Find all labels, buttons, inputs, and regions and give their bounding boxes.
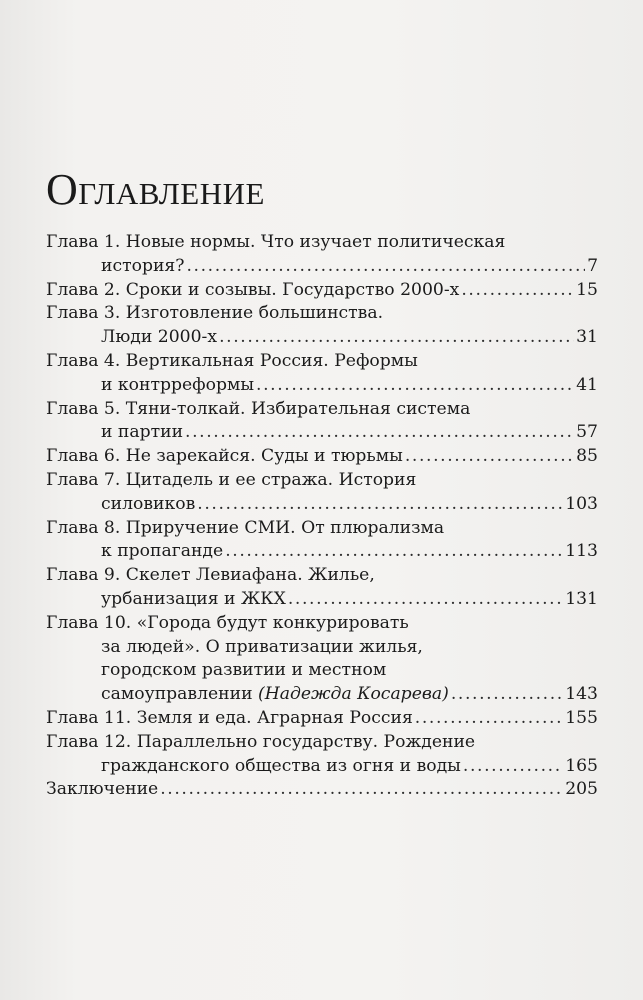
toc-entry-text: Глава 11. Земля и еда. Аграрная Россия: [46, 707, 413, 728]
toc-entry-text: [101, 683, 449, 707]
table-of-contents: [46, 231, 598, 802]
toc-entry-text: Глава 4. Вертикальная Россия. Реформы: [46, 350, 418, 371]
page-number: 15: [576, 279, 598, 300]
dot-leader: [219, 326, 574, 350]
toc-entry-last-line: [46, 279, 598, 303]
toc-entry-last-line: [46, 445, 598, 469]
page-number: 85: [576, 446, 598, 467]
page-number: 205: [565, 779, 598, 800]
page-number: 165: [565, 755, 598, 776]
toc-entry-chapter-5[interactable]: [46, 398, 598, 446]
dot-leader: [185, 421, 574, 445]
toc-entry-text: и контрреформы: [101, 374, 255, 395]
toc-entry-text: силовиков: [101, 493, 196, 514]
toc-entry-last-line: [46, 588, 598, 612]
dot-leader: [288, 588, 563, 612]
toc-entry-text: Глава 9. Скелет Левиафана. Жилье,: [46, 565, 375, 586]
toc-entry-chapter-2[interactable]: [46, 279, 598, 303]
toc-entry-chapter-9[interactable]: [46, 564, 598, 612]
toc-entry-text: к пропаганде: [101, 541, 224, 562]
page-number: 113: [565, 541, 598, 562]
page-number: 57: [576, 422, 598, 443]
toc-entry-text: Глава 6. Не зарекайся. Суды и тюрьмы: [46, 446, 403, 467]
page-number: 31: [576, 327, 598, 348]
toc-entry-chapter-7[interactable]: [46, 469, 598, 517]
toc-entry-last-line: [46, 421, 598, 445]
dot-leader: [186, 255, 585, 279]
dot-leader: [451, 683, 563, 707]
toc-entry-text: Глава 2. Сроки и созывы. Государство 2000-х: [46, 279, 460, 300]
toc-entry-last-line: [46, 493, 598, 517]
toc-entry-chapter-3[interactable]: [46, 302, 598, 350]
toc-entry-text: гражданского общества из огня и воды: [101, 755, 461, 776]
toc-entry-chapter-11[interactable]: [46, 707, 598, 731]
toc-entry-text: Глава 12. Параллельно государству. Рождение: [46, 731, 476, 752]
page-number: 131: [565, 588, 598, 609]
toc-entry-last-line: [46, 707, 598, 731]
toc-entry-text: Глава 3. Изготовление большинства.: [46, 303, 384, 324]
toc-entry-last-line: [46, 778, 598, 802]
toc-entry-chapter-4[interactable]: [46, 350, 598, 398]
toc-entry-text: городском развитии и местном: [101, 660, 387, 681]
page-number: 7: [587, 255, 598, 276]
toc-entry-last-line: [46, 683, 598, 707]
dot-leader: [256, 374, 574, 398]
toc-entry-text: самоуправлении: [101, 684, 253, 705]
toc-entry-chapter-6[interactable]: [46, 445, 598, 469]
toc-entry-text: Глава 7. Цитадель и ее стража. История: [46, 469, 417, 490]
toc-entry-text: история?: [101, 255, 185, 276]
dot-leader: [463, 755, 563, 779]
toc-entry-chapter-8[interactable]: [46, 517, 598, 565]
toc-entry-text: и партии: [101, 422, 184, 443]
toc-entry-chapter-1[interactable]: [46, 231, 598, 279]
page-number: 103: [565, 493, 598, 514]
toc-entry-chapter-10[interactable]: [46, 612, 598, 707]
toc-entry-text: Люди 2000-х: [101, 327, 218, 348]
page-number: 155: [565, 707, 598, 728]
toc-entry-last-line: [46, 374, 598, 398]
toc-entry-last-line: [46, 540, 598, 564]
dot-leader: [415, 707, 563, 731]
page-number: 143: [565, 684, 598, 705]
toc-entry-last-line: [46, 255, 598, 279]
toc-entry-text: за людей». О приватизации жилья,: [101, 636, 423, 657]
toc-entry-text: Глава 10. «Города будут конкурировать: [46, 612, 409, 633]
toc-entry-text: Заключение: [46, 779, 159, 800]
dot-leader: [160, 778, 563, 802]
dot-leader: [461, 279, 574, 303]
toc-entry-last-line: [46, 326, 598, 350]
author-name: (Надежда Косарева): [258, 684, 449, 705]
toc-entry-last-line: [46, 755, 598, 779]
dot-leader: [225, 540, 563, 564]
dot-leader: [405, 445, 574, 469]
toc-entry-text: Глава 5. Тяни-толкай. Избирательная система: [46, 398, 471, 419]
page-number: 41: [576, 374, 598, 395]
dot-leader: [197, 493, 563, 517]
toc-entry-text: Глава 1. Новые нормы. Что изучает политическая: [46, 232, 506, 252]
toc-entry-chapter-12[interactable]: [46, 731, 598, 779]
page-title: Оглавление: [46, 165, 265, 214]
toc-entry-text: Глава 8. Приручение СМИ. От плюрализма: [46, 517, 445, 538]
toc-entry-conclusion[interactable]: [46, 778, 598, 802]
toc-entry-text: урбанизация и ЖКХ: [101, 588, 286, 609]
